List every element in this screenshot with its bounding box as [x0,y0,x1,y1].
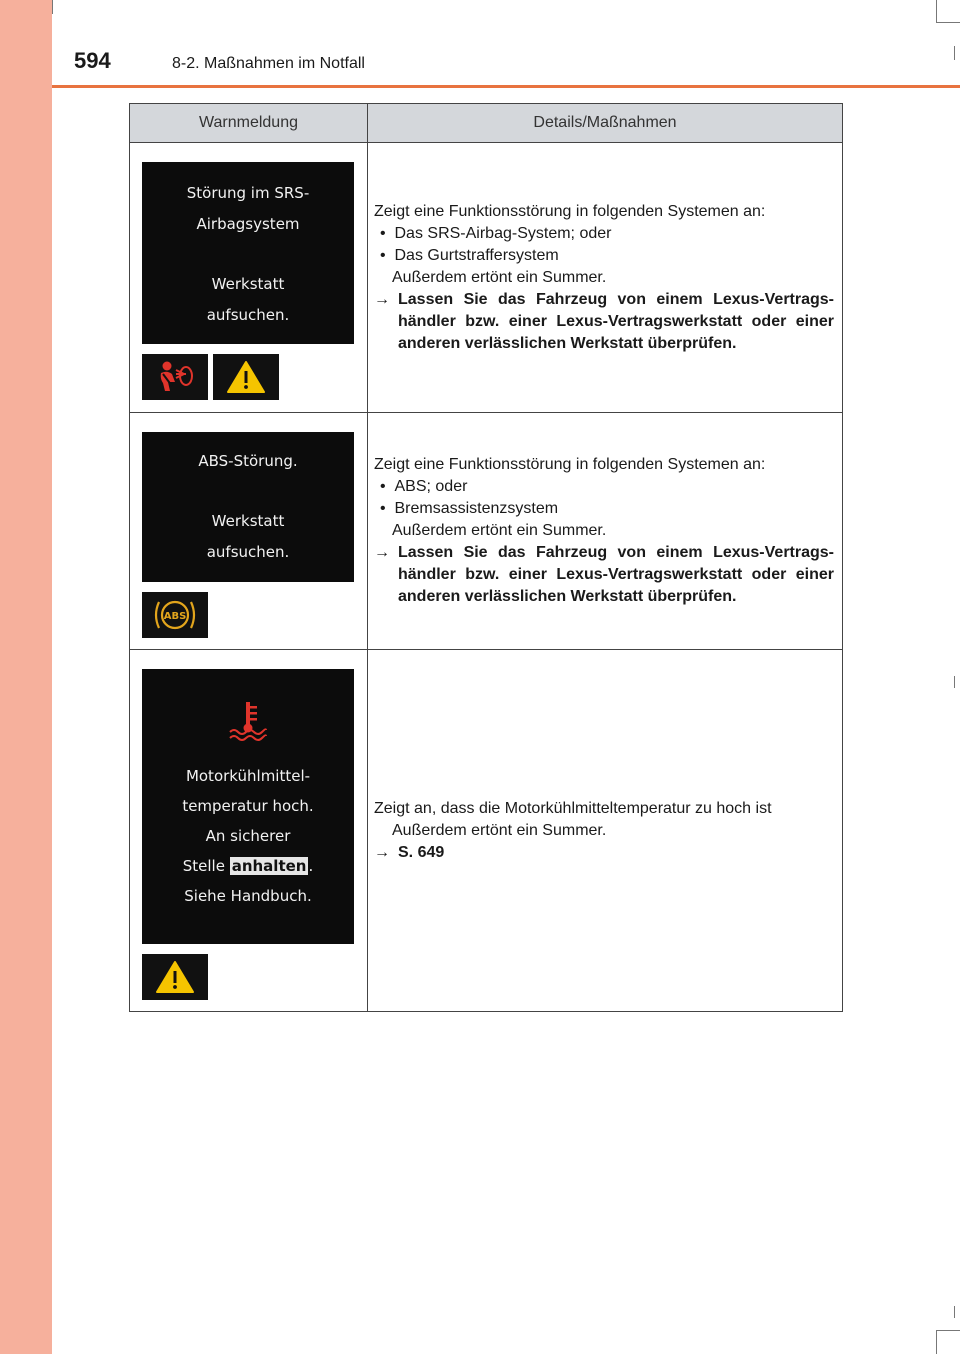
side-color-band [0,0,52,1354]
arrow-icon: → [374,290,390,308]
display-line [142,240,354,269]
stop-highlight: anhalten [231,857,307,875]
display-line: aufsuchen. [206,306,290,324]
column-header-warning: Warnmeldung [130,104,368,143]
display-line: Werkstatt [211,512,285,530]
warning-cell [130,650,368,1012]
table-row [130,650,843,1012]
coolant-temperature-icon [142,699,354,761]
table-row [130,413,843,650]
warning-cell [130,143,368,413]
display-line: An sicherer [205,827,291,845]
action-instruction [374,542,834,608]
page-number: 594 [74,48,111,73]
buzzer-note: Außerdem ertönt ein Summer. [392,821,607,839]
display-text: Stelle [182,857,230,875]
details-cell [368,143,843,413]
indicator-icons [142,354,355,400]
display-line [142,851,354,881]
list-item: • Das Gurtstraffersystem [380,246,559,264]
display-line: Motorkühlmittel- [185,767,311,785]
column-header-details: Details/Maßnahmen [368,104,843,143]
reference-link[interactable]: S. 649 [398,843,445,861]
bullet-text: Das SRS-Airbag-System; oder [394,224,612,242]
abs-label: ABS [163,611,187,622]
warning-cell [130,413,368,650]
arrow-icon: → [374,843,390,861]
display-line: ABS-Störung. [198,452,298,470]
page-reference [374,842,834,864]
display-line: Störung im SRS- [186,184,310,202]
master-warning-icon [142,954,208,1000]
multi-information-display [142,432,354,582]
list-item: • Das SRS-Airbag-System; oder [380,224,612,242]
arrow-icon: → [374,544,390,561]
details-cell [368,413,843,650]
crop-mark [954,676,955,688]
action-text: Lassen Sie das Fahrzeug von einem Lexus-Vertragshändler bzw. einer Lexus-Vertragswerkstatt oder einer anderen verlässlichen Werkstatt überprüfen. [398,544,834,605]
crop-mark [936,1330,960,1331]
description-intro: Zeigt an, dass die Motorkühlmitteltemperatur zu hoch ist [374,799,772,817]
display-line: Werkstatt [211,275,285,293]
bullet-text: ABS; oder [394,478,468,495]
display-line: temperatur hoch. [182,797,314,815]
bullet-text: Bremsassistenzsystem [394,500,559,517]
description-intro: Zeigt eine Funktionsstörung in folgenden Systemen an: [374,456,766,473]
description-intro: Zeigt eine Funktionsstörung in folgenden Systemen an: [374,202,766,220]
crop-mark [936,1330,937,1354]
page-header [52,0,960,88]
display-line [142,477,354,506]
table-row [130,143,843,413]
multi-information-display [142,162,354,344]
master-warning-icon [213,354,279,400]
multi-information-display [142,669,354,944]
list-item: • ABS; oder [380,478,468,495]
section-title: 8-2. Maßnahmen im Notfall [172,55,365,72]
details-cell [368,650,843,1012]
abs-warning-icon [142,592,208,638]
indicator-icons [142,954,355,1000]
crop-mark [954,1306,955,1318]
warning-message-table [129,103,843,1012]
buzzer-note: Außerdem ertönt ein Summer. [392,268,607,286]
table-header-row [130,104,843,143]
header-rule [52,85,960,88]
display-line: Airbagsystem [196,215,300,233]
display-text: . [308,857,314,875]
bullet-text: Das Gurtstraffersystem [394,246,559,264]
action-instruction [374,289,834,355]
list-item: • Bremsassistenzsystem [380,500,559,517]
buzzer-note: Außerdem ertönt ein Summer. [392,522,607,539]
indicator-icons [142,592,355,638]
airbag-warning-icon [142,354,208,400]
display-line: aufsuchen. [206,543,290,561]
action-text: Lassen Sie das Fahrzeug von einem Lexus-Vertragshändler bzw. einer Lexus-Vertragswerkstatt oder einer anderen verlässlichen Werkstatt überprüfen. [398,290,834,352]
display-line: Siehe Handbuch. [184,887,312,905]
